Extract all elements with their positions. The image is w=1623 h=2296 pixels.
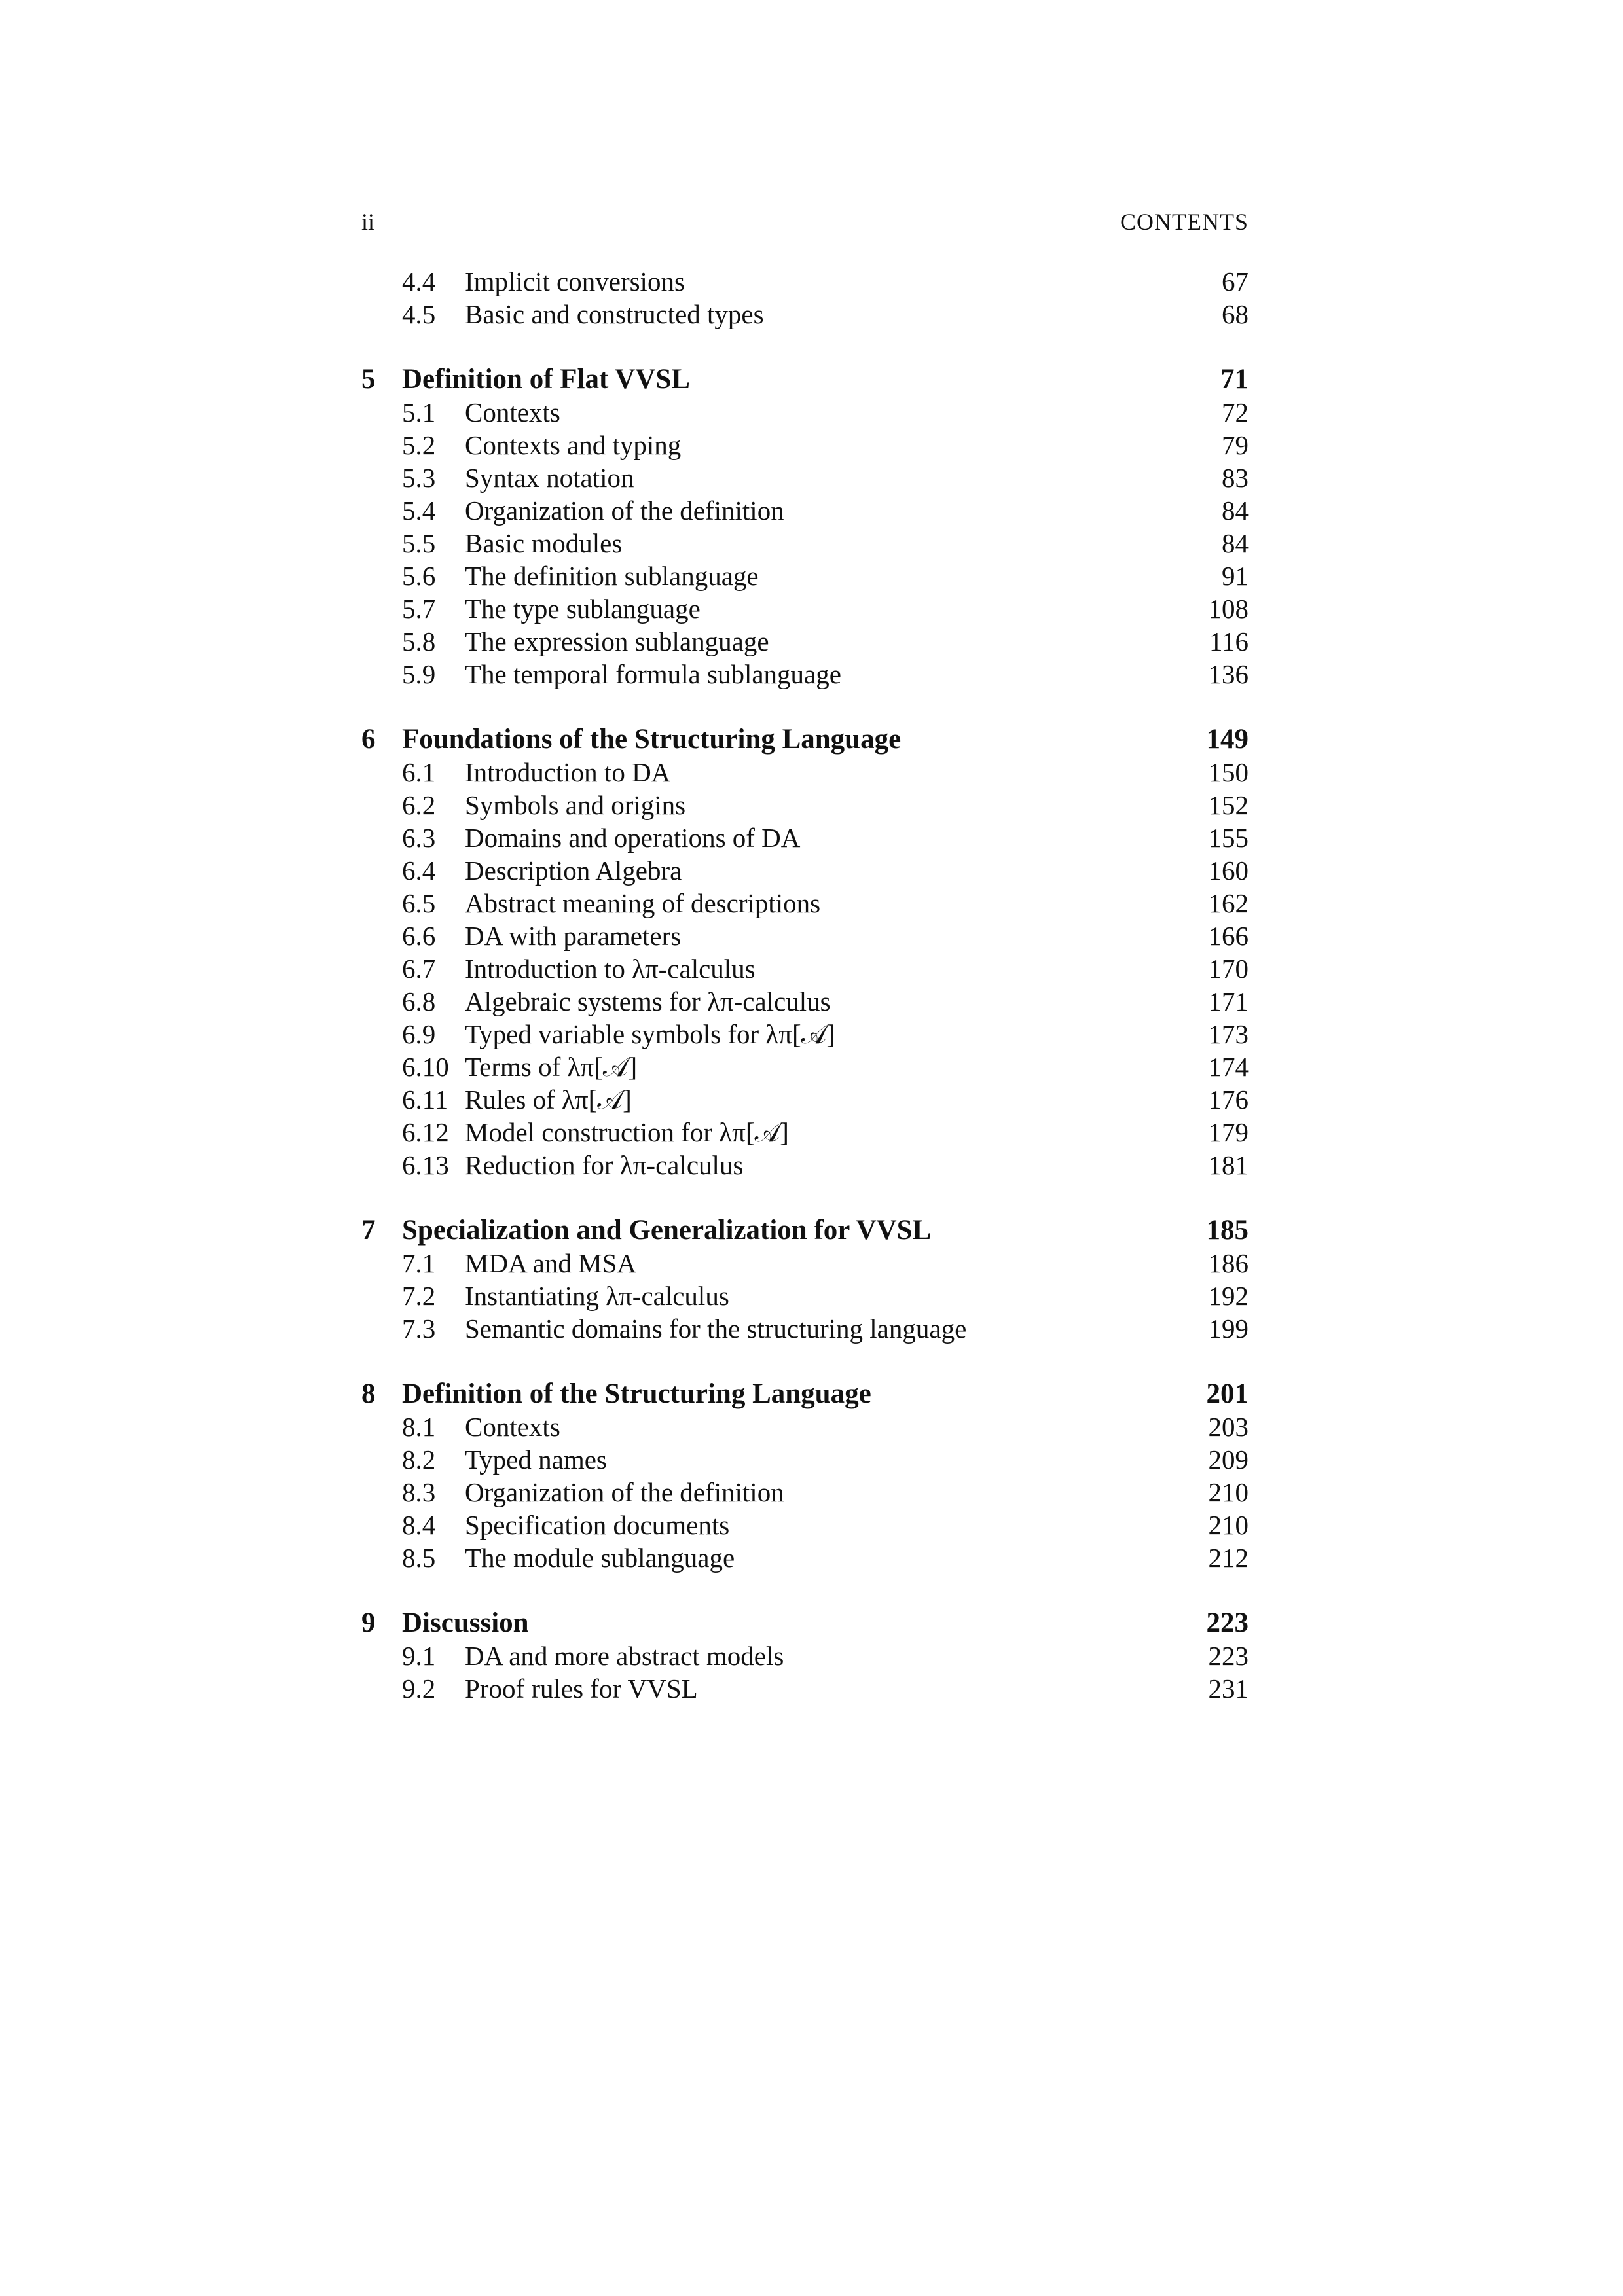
section-title: Algebraic systems for λπ-calculus: [465, 986, 831, 1016]
section-number: 6.10: [402, 1052, 449, 1082]
section-title: Organization of the definition: [465, 1477, 784, 1507]
toc-section-entry[interactable]: [361, 1312, 1249, 1345]
page-number: ii: [361, 209, 375, 235]
section-title: Symbols and origins: [465, 790, 686, 820]
section-page: 150: [1208, 757, 1249, 787]
chapter-title: Definition of the Structuring Language: [402, 1378, 871, 1409]
section-number: 7.2: [402, 1281, 436, 1311]
section-page: 199: [1208, 1314, 1249, 1344]
toc-section-entry[interactable]: [361, 789, 1249, 821]
chapter-number: 8: [361, 1378, 376, 1409]
section-page: 160: [1208, 855, 1249, 886]
section-title: Organization of the definition: [465, 495, 784, 526]
section-number: 7.1: [402, 1248, 436, 1278]
section-title: Contexts: [465, 397, 560, 427]
toc-section-entry[interactable]: [361, 821, 1249, 854]
section-title: Basic modules: [465, 528, 623, 558]
chapter-page: 223: [1206, 1607, 1249, 1638]
section-number: 8.4: [402, 1510, 436, 1540]
toc-section-entry[interactable]: [361, 1541, 1249, 1574]
section-number: 8.1: [402, 1412, 436, 1442]
section-page: 152: [1208, 790, 1249, 820]
section-page: 170: [1208, 954, 1249, 984]
toc-section-entry[interactable]: [361, 1476, 1249, 1509]
toc-section-entry[interactable]: [361, 1083, 1249, 1116]
section-title: MDA and MSA: [465, 1248, 636, 1278]
section-page: 209: [1208, 1444, 1249, 1475]
section-page: 210: [1208, 1510, 1249, 1540]
section-number: 5.5: [402, 528, 436, 558]
section-number: 6.6: [402, 921, 436, 951]
section-page: 231: [1208, 1674, 1249, 1704]
section-page: 155: [1208, 823, 1249, 853]
toc-section-entry[interactable]: [361, 1672, 1249, 1705]
section-title: Reduction for λπ-calculus: [465, 1150, 744, 1180]
toc-section-entry[interactable]: [361, 1280, 1249, 1312]
section-title: Rules of λπ[𝒜]: [465, 1085, 632, 1115]
section-title: Abstract meaning of descriptions: [465, 888, 821, 918]
section-number: 6.9: [402, 1019, 436, 1049]
section-page: 203: [1208, 1412, 1249, 1442]
section-title: Specification documents: [465, 1510, 730, 1540]
section-title: The temporal formula sublanguage: [465, 659, 841, 689]
toc-section-entry[interactable]: [361, 854, 1249, 887]
section-number: 5.3: [402, 463, 436, 493]
section-number: 6.3: [402, 823, 436, 853]
chapter-number: 5: [361, 364, 376, 395]
section-title: Introduction to DA: [465, 757, 671, 787]
toc-section-entry[interactable]: [361, 1509, 1249, 1541]
section-title: Proof rules for VVSL: [465, 1674, 698, 1704]
section-number: 4.5: [402, 299, 436, 329]
section-page: 173: [1208, 1019, 1249, 1049]
section-page: 176: [1208, 1085, 1249, 1115]
section-title: Contexts: [465, 1412, 560, 1442]
chapter-number: 7: [361, 1215, 376, 1246]
toc-section-entry[interactable]: [361, 1018, 1249, 1050]
section-title: DA and more abstract models: [465, 1641, 784, 1671]
section-title: Model construction for λπ[𝒜]: [465, 1117, 789, 1147]
chapter-page: 201: [1206, 1378, 1249, 1409]
section-number: 5.6: [402, 561, 436, 591]
toc-section-entry[interactable]: [361, 952, 1249, 985]
toc-chapter-entry[interactable]: [361, 363, 1249, 396]
section-number: 6.2: [402, 790, 436, 820]
group-spacer: [361, 1574, 1249, 1607]
section-title: The definition sublanguage: [465, 561, 759, 591]
chapter-title: Specialization and Generalization for VVSL: [402, 1215, 932, 1246]
section-page: 79: [1222, 430, 1249, 460]
section-number: 5.4: [402, 495, 436, 526]
toc-section-entry[interactable]: [361, 625, 1249, 658]
section-number: 5.8: [402, 626, 436, 656]
section-title: Domains and operations of DA: [465, 823, 801, 853]
section-number: 5.9: [402, 659, 436, 689]
toc-section-entry[interactable]: [361, 560, 1249, 592]
section-number: 8.3: [402, 1477, 436, 1507]
toc-section-entry[interactable]: [361, 527, 1249, 560]
section-number: 6.7: [402, 954, 436, 984]
toc-section-entry[interactable]: [361, 1247, 1249, 1280]
toc-section-entry[interactable]: [361, 1149, 1249, 1181]
chapter-title: Definition of Flat VVSL: [402, 364, 690, 395]
section-number: 6.11: [402, 1085, 448, 1115]
section-number: 5.7: [402, 594, 436, 624]
section-title: The type sublanguage: [465, 594, 701, 624]
section-page: 91: [1222, 561, 1249, 591]
chapter-title: Discussion: [402, 1607, 529, 1638]
toc-section-entry[interactable]: [361, 592, 1249, 625]
section-title: The module sublanguage: [465, 1543, 735, 1573]
toc-chapter-entry[interactable]: [361, 723, 1249, 756]
chapter-number: 9: [361, 1607, 376, 1638]
section-page: 116: [1209, 626, 1249, 656]
section-title: Description Algebra: [465, 855, 682, 886]
table-of-contents: [361, 265, 1249, 1705]
section-number: 6.5: [402, 888, 436, 918]
section-number: 4.4: [402, 266, 436, 296]
toc-section-entry[interactable]: [361, 1443, 1249, 1476]
section-page: 84: [1222, 528, 1249, 558]
section-title: Implicit conversions: [465, 266, 685, 296]
toc-section-entry[interactable]: [361, 265, 1249, 298]
section-page: 166: [1208, 921, 1249, 951]
section-page: 72: [1222, 397, 1249, 427]
section-page: 136: [1208, 659, 1249, 689]
section-number: 5.2: [402, 430, 436, 460]
section-number: 9.2: [402, 1674, 436, 1704]
section-page: 179: [1208, 1117, 1249, 1147]
section-number: 6.1: [402, 757, 436, 787]
toc-chapter-entry[interactable]: [361, 1214, 1249, 1247]
section-number: 6.13: [402, 1150, 449, 1180]
section-page: 192: [1208, 1281, 1249, 1311]
group-spacer: [361, 691, 1249, 723]
running-header: [361, 208, 1249, 241]
section-title: Semantic domains for the structuring language: [465, 1314, 967, 1344]
toc-section-entry[interactable]: [361, 298, 1249, 331]
toc-section-entry[interactable]: [361, 920, 1249, 952]
chapter-title: Foundations of the Structuring Language: [402, 724, 902, 755]
section-title: DA with parameters: [465, 921, 682, 951]
section-page: 174: [1208, 1052, 1249, 1082]
section-page: 162: [1208, 888, 1249, 918]
chapter-page: 149: [1206, 724, 1249, 755]
running-title: CONTENTS: [1120, 209, 1249, 235]
toc-section-entry[interactable]: [361, 396, 1249, 429]
section-number: 7.3: [402, 1314, 436, 1344]
group-spacer: [361, 331, 1249, 363]
toc-section-entry[interactable]: [361, 494, 1249, 527]
section-page: 210: [1208, 1477, 1249, 1507]
section-number: 6.4: [402, 855, 436, 886]
toc-chapter-entry[interactable]: [361, 1378, 1249, 1410]
toc-section-entry[interactable]: [361, 429, 1249, 461]
toc-chapter-entry[interactable]: [361, 1607, 1249, 1640]
section-title: Instantiating λπ-calculus: [465, 1281, 729, 1311]
chapter-page: 71: [1220, 364, 1249, 395]
section-page: 108: [1208, 594, 1249, 624]
toc-section-entry[interactable]: [361, 887, 1249, 920]
toc-section-entry[interactable]: [361, 756, 1249, 789]
toc-section-entry[interactable]: [361, 985, 1249, 1018]
section-number: 8.2: [402, 1444, 436, 1475]
toc-section-entry[interactable]: [361, 1116, 1249, 1149]
section-number: 8.5: [402, 1543, 436, 1573]
toc-section-entry[interactable]: [361, 1640, 1249, 1672]
section-page: 67: [1222, 266, 1249, 296]
section-title: Typed variable symbols for λπ[𝒜]: [465, 1019, 836, 1049]
section-page: 223: [1208, 1641, 1249, 1671]
toc-section-entry[interactable]: [361, 461, 1249, 494]
section-page: 83: [1222, 463, 1249, 493]
section-number: 9.1: [402, 1641, 436, 1671]
section-title: Typed names: [465, 1444, 607, 1475]
section-page: 84: [1222, 495, 1249, 526]
section-page: 171: [1208, 986, 1249, 1016]
chapter-page: 185: [1206, 1215, 1249, 1246]
section-title: Syntax notation: [465, 463, 634, 493]
section-page: 186: [1208, 1248, 1249, 1278]
section-page: 212: [1208, 1543, 1249, 1573]
toc-section-entry[interactable]: [361, 658, 1249, 691]
group-spacer: [361, 1345, 1249, 1378]
section-page: 181: [1208, 1150, 1249, 1180]
toc-section-entry[interactable]: [361, 1410, 1249, 1443]
toc-section-entry[interactable]: [361, 1050, 1249, 1083]
section-number: 6.8: [402, 986, 436, 1016]
section-title: Introduction to λπ-calculus: [465, 954, 756, 984]
section-title: Basic and constructed types: [465, 299, 764, 329]
section-title: The expression sublanguage: [465, 626, 769, 656]
section-number: 5.1: [402, 397, 436, 427]
section-title: Contexts and typing: [465, 430, 682, 460]
chapter-number: 6: [361, 724, 376, 755]
group-spacer: [361, 1181, 1249, 1214]
section-page: 68: [1222, 299, 1249, 329]
section-number: 6.12: [402, 1117, 449, 1147]
section-title: Terms of λπ[𝒜]: [465, 1052, 638, 1082]
